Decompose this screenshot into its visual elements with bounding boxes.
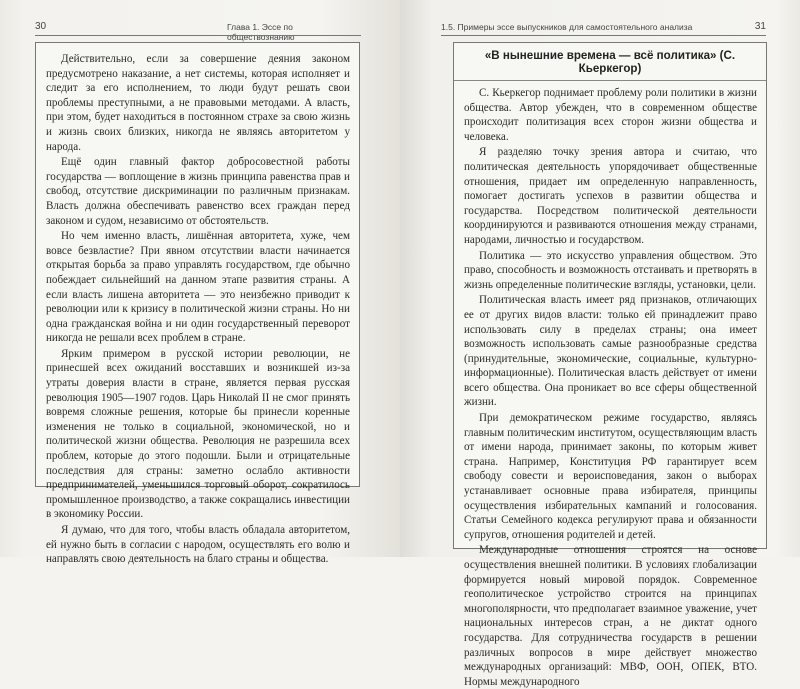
essay-text-box-right	[453, 42, 767, 688]
page-number-right: 31	[754, 21, 766, 32]
paragraph: Ярким примером в русской истории революции, не принесшей всех ожиданий восставших и возникшей из-за утраты доверия власти в стране, является первая русская революция 1905—1907 годов. Царь Николай II не смог принять вовремя сложные решения, которые бы принесли коренные изменения не только в социальной, экономической, но и политической жизни общества. Революция не разрешила всех проблем, которые до этого подошли. Были и отрицательные последствия для страны: заметно ослабло активности предпринимателей, уменьшился торговый оборот, сократилось промышленное производство, а также сокращались инвестиции в экономику России.	[46, 347, 350, 521]
running-head-rule	[441, 35, 766, 36]
running-head-left	[35, 21, 361, 42]
section-title: 1.5. Примеры эссе выпускников для самостоятельного анализа	[441, 22, 693, 32]
essay-text-box-left	[35, 42, 360, 566]
paragraph: Международные отношения строятся на основе осуществления внешней политики. В условиях глобализации формируется новый мировой порядок. Современное геополитическое устройство строится на принципах многополярности, что предполагает взаимное уважение, учет национальных интересов стран, а не диктат одного государства. Для сотрудничества государств в решении различных вопросов в мире действует множество международных организаций: МВФ, ООН, ОПЕК, ВТО. Нормы международного	[464, 544, 757, 688]
paragraph: С. Кьеркегор поднимает проблему роли политики в жизни общества. Автор убежден, что в современном обществе происходит политизация всех сторон жизни общества и человека.	[464, 87, 757, 143]
page-number-left: 30	[35, 21, 47, 32]
paragraph: Ещё один главный фактор добросовестной работы государства — воплощение в жизнь принципа равенства прав и свобод, отсутствие дискриминации по различным признакам. Власть должна обеспечивать равенство всех граждан перед законом и судом, независимо от обстоятельств.	[46, 156, 350, 227]
paragraph: Я разделяю точку зрения автора и считаю, что политическая деятельность упорядочивает общественные отношения, придает им определенную направленность, помогает достигать успехов в развитии общества и государства. Посредством политической деятельности координируются и развиваются отношения между странами, народами, личностью и государством.	[464, 146, 757, 246]
paragraph: Политика — это искусство управления обществом. Это право, способность и возможность отстаивать и претворять в жизнь определенные политические взгляды, установки, цели.	[464, 249, 757, 291]
paragraph: При демократическом режиме государство, являясь главным политическим институтом, осуществляющим власть от имени народа, принимает законы, по которым живет страна. Например, Конституция РФ гарантирует всем свободу совести и вероисповедания, закон о выборах устанавливает основные права избирателя, принципы осуществления избирательных кампаний и голосования. Статьи Семейного кодекса регулируют права и обязанности супругов, отношения родителей и детей.	[464, 412, 757, 541]
paragraph: Я думаю, что для того, чтобы власть обладала авторитетом, ей нужно быть в согласии с народом, осуществлять его волю и направлять свою деятельность на благо страны и общества.	[46, 524, 350, 566]
running-head-rule	[35, 35, 361, 36]
chapter-title: Глава 1. Эссе по обществознанию	[227, 22, 295, 42]
paragraph: Но чем именно власть, лишённая авторитета, хуже, чем вовсе безвластие? При явном отсутствии власти начинается открытая борьба за право управлять государством, где обычно побеждает сильнейший на данном этапе развития страны. А если власть лишена авторитета — это неизбежно приводит к революции или к кризису в политической жизни страны. Но ни одна гражданская война и ни один государственный переворот никогда не решали всех проблем в стране.	[46, 230, 350, 345]
paragraph: Политическая власть имеет ряд признаков, отличающих ее от других видов власти: только ей принадлежит право использовать силу в пределах страны; она имеет возможность использовать самые разнообразные средства (принудительные, экономические, социальные, культурно-информационные). Политическая власть действует от имени всего общества. Она проникает во все сферы общественной жизни.	[464, 294, 757, 409]
paragraph: Действительно, если за совершение деяния законом предусмотрено наказание, а нет системы, которая исполняет и следит за его исполнением, то люди будут решать свои проблемы преступными, а не правовыми методами. А власть, при этом, будет находиться в постоянном страхе за свою жизнь и жизнь своих близких, никогда не являясь авторитетом у народа.	[46, 53, 350, 153]
running-head-right	[441, 21, 766, 33]
essay-title: «В нынешние времена — всё политика» (С. Кьеркегор)	[454, 49, 766, 81]
